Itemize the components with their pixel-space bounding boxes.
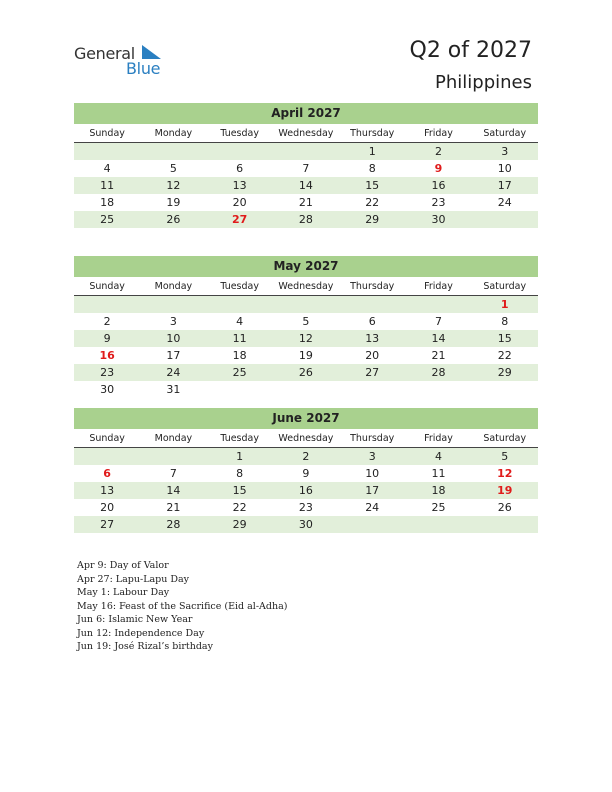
day-cell: 28 bbox=[298, 213, 313, 226]
month-calendar-april bbox=[74, 103, 538, 228]
day-cell: 10 bbox=[497, 162, 512, 175]
day-cell: 20 bbox=[100, 501, 115, 514]
day-cell bbox=[74, 448, 140, 465]
weekday-label: Friday bbox=[424, 281, 453, 292]
day-cell: 6 bbox=[236, 162, 244, 175]
day-cell: 24 bbox=[365, 501, 380, 514]
brand-logo bbox=[74, 44, 174, 78]
day-cell: 7 bbox=[434, 315, 442, 328]
day-cell: 29 bbox=[365, 213, 380, 226]
day-cell: 23 bbox=[100, 366, 115, 379]
day-cell: 6 bbox=[368, 315, 376, 328]
day-cell: 8 bbox=[501, 315, 509, 328]
day-cell: 22 bbox=[232, 501, 247, 514]
day-cell: 13 bbox=[100, 484, 115, 497]
day-cell: 8 bbox=[236, 467, 244, 480]
day-cell: 28 bbox=[166, 518, 181, 531]
week-row bbox=[74, 313, 538, 330]
day-cell bbox=[140, 143, 206, 160]
day-cell: 20 bbox=[365, 349, 380, 362]
day-cell bbox=[74, 296, 140, 313]
holiday-list-item: Apr 27: Lapu-Lapu Day bbox=[77, 573, 190, 585]
day-cell: 17 bbox=[166, 349, 181, 362]
holiday-list-item: May 16: Feast of the Sacrifice (Eid al-Adha) bbox=[77, 600, 288, 612]
day-cell: 15 bbox=[365, 179, 380, 192]
weekday-label: Monday bbox=[154, 433, 193, 444]
day-cell: 14 bbox=[431, 332, 446, 345]
holiday-list-item: Apr 9: Day of Valor bbox=[77, 560, 169, 571]
holiday-day-cell: 16 bbox=[99, 349, 115, 362]
day-cell: 3 bbox=[368, 450, 376, 463]
day-cell: 21 bbox=[431, 349, 446, 362]
day-cell: 30 bbox=[431, 213, 446, 226]
weekday-label: Wednesday bbox=[278, 128, 334, 139]
day-cell: 7 bbox=[302, 162, 310, 175]
weekday-header-row bbox=[74, 429, 538, 448]
day-cell: 9 bbox=[103, 332, 111, 345]
weekday-label: Friday bbox=[424, 128, 453, 139]
day-cell: 10 bbox=[166, 332, 181, 345]
day-cell: 2 bbox=[103, 315, 111, 328]
page-title: Q2 of 2027 bbox=[409, 38, 532, 63]
day-cell: 25 bbox=[431, 501, 446, 514]
day-cell: 28 bbox=[431, 366, 446, 379]
weekday-label: Saturday bbox=[483, 128, 527, 139]
week-row bbox=[74, 143, 538, 160]
day-cell: 5 bbox=[169, 162, 177, 175]
week-row bbox=[74, 296, 538, 313]
day-cell: 27 bbox=[365, 366, 380, 379]
weekday-label: Monday bbox=[154, 281, 193, 292]
month-title: June 2027 bbox=[74, 408, 538, 429]
holiday-list-item: Jun 12: Independence Day bbox=[77, 627, 205, 639]
day-cell: 14 bbox=[298, 179, 313, 192]
day-cell: 17 bbox=[497, 179, 512, 192]
day-cell: 26 bbox=[497, 501, 512, 514]
holiday-day-cell: 12 bbox=[497, 467, 513, 480]
day-cell bbox=[273, 381, 339, 398]
weekday-label: Tuesday bbox=[220, 128, 259, 139]
day-cell: 26 bbox=[298, 366, 313, 379]
logo-text-general: General bbox=[74, 44, 135, 63]
day-cell bbox=[74, 143, 140, 160]
day-cell: 22 bbox=[497, 349, 512, 362]
day-cell: 4 bbox=[434, 450, 442, 463]
day-cell bbox=[273, 143, 339, 160]
day-cell bbox=[140, 296, 206, 313]
holiday-day-cell: 1 bbox=[500, 298, 509, 311]
day-cell: 21 bbox=[166, 501, 181, 514]
day-cell bbox=[339, 296, 405, 313]
day-cell: 3 bbox=[169, 315, 177, 328]
month-calendar-may bbox=[74, 256, 538, 398]
day-cell: 23 bbox=[298, 501, 313, 514]
weekday-label: Saturday bbox=[483, 281, 527, 292]
day-cell: 30 bbox=[298, 518, 313, 531]
day-cell: 1 bbox=[236, 450, 244, 463]
day-cell: 18 bbox=[232, 349, 247, 362]
day-cell: 4 bbox=[236, 315, 244, 328]
day-cell: 8 bbox=[368, 162, 376, 175]
weekday-label: Sunday bbox=[89, 433, 125, 444]
holiday-list-item: Jun 19: José Rizal’s birthday bbox=[77, 641, 213, 652]
day-cell: 11 bbox=[431, 467, 446, 480]
day-cell: 13 bbox=[232, 179, 247, 192]
day-cell: 21 bbox=[298, 196, 313, 209]
day-cell: 10 bbox=[365, 467, 380, 480]
day-cell: 16 bbox=[431, 179, 446, 192]
week-row bbox=[74, 465, 538, 482]
day-cell bbox=[405, 381, 471, 398]
holiday-day-cell: 6 bbox=[103, 467, 111, 480]
holiday-day-cell: 9 bbox=[434, 162, 443, 175]
day-cell: 4 bbox=[103, 162, 111, 175]
weekday-label: Thursday bbox=[350, 128, 395, 139]
day-cell: 3 bbox=[501, 145, 509, 158]
day-cell: 1 bbox=[368, 145, 376, 158]
day-cell: 17 bbox=[365, 484, 380, 497]
day-cell: 15 bbox=[232, 484, 247, 497]
logo-triangle-icon bbox=[140, 44, 162, 60]
day-cell: 29 bbox=[497, 366, 512, 379]
day-cell: 31 bbox=[166, 383, 181, 396]
day-cell bbox=[339, 381, 405, 398]
day-cell bbox=[207, 296, 273, 313]
day-cell: 18 bbox=[431, 484, 446, 497]
day-cell: 11 bbox=[100, 179, 115, 192]
day-cell: 18 bbox=[100, 196, 115, 209]
day-cell: 9 bbox=[302, 467, 310, 480]
holiday-list-item: Jun 6: Islamic New Year bbox=[77, 614, 193, 625]
week-row bbox=[74, 499, 538, 516]
weekday-header-row bbox=[74, 124, 538, 143]
week-row bbox=[74, 482, 538, 499]
weekday-label: Thursday bbox=[350, 281, 395, 292]
day-cell: 11 bbox=[232, 332, 247, 345]
weekday-label: Thursday bbox=[350, 433, 395, 444]
holiday-day-cell: 19 bbox=[497, 484, 513, 497]
day-cell: 23 bbox=[431, 196, 446, 209]
day-cell: 19 bbox=[166, 196, 181, 209]
day-cell: 27 bbox=[100, 518, 115, 531]
holiday-day-cell: 27 bbox=[232, 213, 248, 226]
week-row bbox=[74, 448, 538, 465]
weekday-label: Tuesday bbox=[220, 281, 259, 292]
day-cell bbox=[405, 296, 471, 313]
month-calendar-june bbox=[74, 408, 538, 533]
day-cell: 25 bbox=[232, 366, 247, 379]
day-cell bbox=[472, 516, 538, 533]
week-row bbox=[74, 347, 538, 364]
weekday-label: Friday bbox=[424, 433, 453, 444]
weekday-label: Saturday bbox=[483, 433, 527, 444]
week-row bbox=[74, 330, 538, 347]
weekday-label: Wednesday bbox=[278, 281, 334, 292]
holiday-list bbox=[77, 559, 287, 654]
day-cell: 24 bbox=[497, 196, 512, 209]
day-cell: 7 bbox=[169, 467, 177, 480]
weekday-label: Sunday bbox=[89, 128, 125, 139]
day-cell: 5 bbox=[302, 315, 310, 328]
day-cell: 30 bbox=[100, 383, 115, 396]
day-cell: 24 bbox=[166, 366, 181, 379]
week-row bbox=[74, 211, 538, 228]
day-cell: 22 bbox=[365, 196, 380, 209]
week-row bbox=[74, 516, 538, 533]
day-cell: 2 bbox=[302, 450, 310, 463]
day-cell: 12 bbox=[298, 332, 313, 345]
week-row bbox=[74, 194, 538, 211]
day-cell: 15 bbox=[497, 332, 512, 345]
weekday-label: Monday bbox=[154, 128, 193, 139]
week-row bbox=[74, 364, 538, 381]
day-cell bbox=[339, 516, 405, 533]
day-cell: 12 bbox=[166, 179, 181, 192]
day-cell: 16 bbox=[298, 484, 313, 497]
week-row bbox=[74, 381, 538, 398]
day-cell: 20 bbox=[232, 196, 247, 209]
day-cell bbox=[472, 211, 538, 228]
day-cell: 25 bbox=[100, 213, 115, 226]
weekday-label: Sunday bbox=[89, 281, 125, 292]
holiday-list-item: May 1: Labour Day bbox=[77, 587, 170, 598]
weekday-header-row bbox=[74, 277, 538, 296]
day-cell: 19 bbox=[298, 349, 313, 362]
day-cell bbox=[472, 381, 538, 398]
day-cell: 13 bbox=[365, 332, 380, 345]
logo-text-blue: Blue bbox=[126, 59, 161, 78]
week-row bbox=[74, 177, 538, 194]
day-cell bbox=[207, 143, 273, 160]
day-cell: 14 bbox=[166, 484, 181, 497]
day-cell: 2 bbox=[434, 145, 442, 158]
day-cell bbox=[405, 516, 471, 533]
day-cell bbox=[207, 381, 273, 398]
day-cell bbox=[273, 296, 339, 313]
day-cell: 5 bbox=[501, 450, 509, 463]
country-name: Philippines bbox=[435, 72, 532, 93]
week-row bbox=[74, 160, 538, 177]
weekday-label: Wednesday bbox=[278, 433, 334, 444]
month-title: May 2027 bbox=[74, 256, 538, 277]
day-cell: 26 bbox=[166, 213, 181, 226]
day-cell bbox=[140, 448, 206, 465]
day-cell: 29 bbox=[232, 518, 247, 531]
weekday-label: Tuesday bbox=[220, 433, 259, 444]
month-title: April 2027 bbox=[74, 103, 538, 124]
